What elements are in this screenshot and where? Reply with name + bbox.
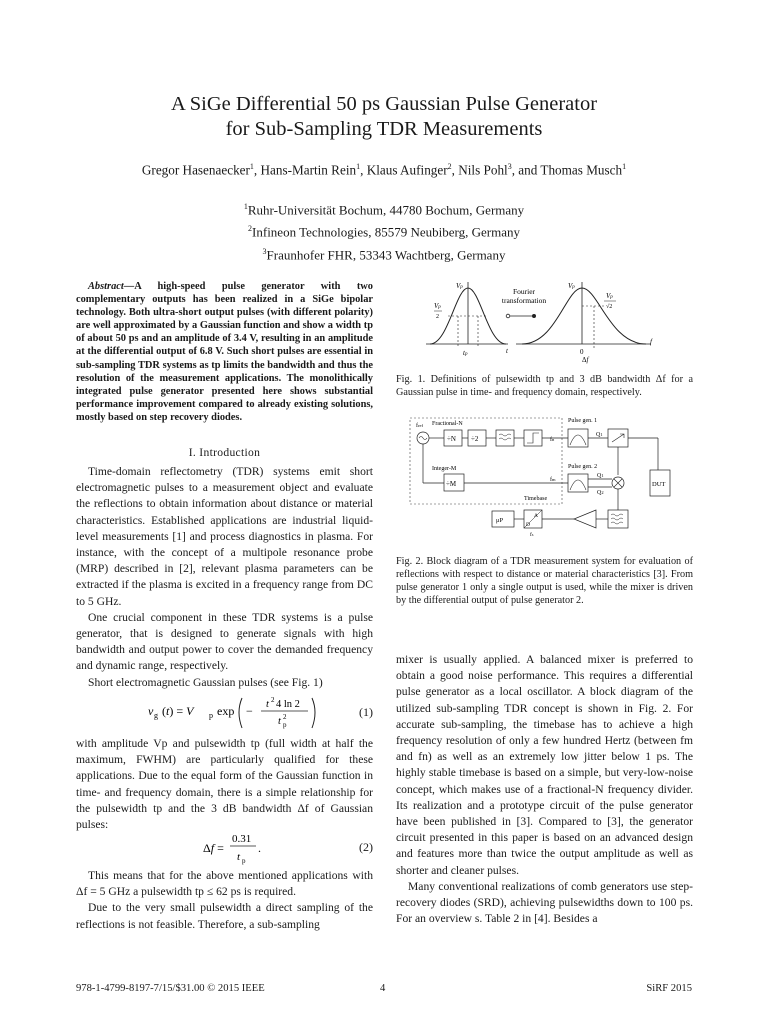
author-separator: , and [511, 162, 541, 178]
right-text-block [396, 652, 693, 927]
equation-1-graphic [76, 690, 373, 734]
author-affiliation-marker: 1 [249, 162, 254, 171]
svg-text:Vp: Vp [456, 282, 463, 290]
figure-1-graphic [396, 278, 693, 366]
svg-text:2: 2 [436, 314, 439, 320]
title-line-2: for Sub-Sampling TDR Measurements [225, 118, 543, 140]
author-separator: , [360, 162, 367, 178]
svg-text:fref: fref [416, 423, 423, 429]
affiliation-text: Fraunhofer FHR, 53343 Wachtberg, Germany [266, 246, 506, 262]
figure-2-graphic [396, 410, 693, 545]
svg-text:t: t [237, 851, 241, 863]
svg-text:D: D [526, 522, 530, 528]
svg-text:p: p [209, 711, 213, 720]
label-div-2: ÷2 [471, 435, 479, 443]
svg-text:fm: fm [550, 477, 556, 483]
svg-text:2: 2 [271, 696, 275, 704]
footer-left: 978-1-4799-8197-7/15/$31.00 © 2015 IEEE [76, 983, 265, 994]
svg-text:fn: fn [550, 437, 555, 443]
label-pulse-gen-1: Pulse gen. 1 [568, 418, 598, 424]
title-line-1: A SiGe Differential 50 ps Gaussian Pulse Generator [170, 93, 598, 115]
author-name: Klaus Aufinger [366, 162, 448, 178]
paper-title [0, 92, 768, 142]
fourier-label-2: transformation [501, 296, 547, 305]
figure-1 [396, 278, 693, 366]
svg-text:2: 2 [283, 713, 287, 721]
svg-text:Vp: Vp [606, 292, 613, 300]
footer-right: SiRF 2015 [646, 983, 692, 994]
intro-text-block-3 [76, 868, 373, 933]
author-separator: , [253, 162, 261, 178]
equation-2-number: (2) [359, 840, 373, 854]
fourier-label-1: Fourier [512, 287, 536, 296]
author-name: Thomas Musch [540, 162, 623, 178]
svg-text:fs: fs [530, 532, 534, 538]
svg-text:t: t [266, 699, 269, 710]
label-pulse-gen-2: Pulse gen. 2 [568, 464, 598, 470]
svg-text:√2: √2 [606, 304, 613, 310]
affiliation-list [0, 197, 768, 264]
svg-text:−: − [246, 704, 253, 718]
paragraph: Time-domain reflectometry (TDR) systems emit short electromagnetic pulses to a measurement object and evaluate the reflections to obtain information about distance or material characteristics. Established applications are industrial liquid-level measurements [1] and process diagnostics in plasma. For instance, with the concept of a multipole resonance probe (MRP) described in [2], relevant plasma parameters can be extracted if the plasma is excited in a frequency range from DC to 5 GHz. [76, 465, 373, 608]
svg-text:Q1: Q1 [597, 473, 604, 479]
label-div-n: ÷N [447, 435, 456, 443]
svg-text:p: p [242, 857, 246, 865]
svg-text:Vp: Vp [568, 282, 575, 290]
label-dut: DUT [652, 481, 666, 488]
author-affiliation-marker: 1 [622, 162, 627, 171]
abstract-label: Abstract [88, 281, 124, 292]
affiliation [0, 219, 768, 241]
svg-text:f: f [650, 338, 652, 346]
abstract [76, 280, 373, 424]
svg-text:Δf: Δf [582, 356, 589, 364]
author-affiliation-marker: 1 [356, 162, 361, 171]
affiliation-number: 3 [262, 246, 267, 256]
author-affiliation-marker: 2 [447, 162, 452, 171]
svg-text:t: t [278, 716, 281, 727]
paragraph: Many conventional realizations of comb generators use step-recovery diodes (SRD), achieving pulsewidths down to 100 ps. For an overview s. Table 2 in [4]. Besides a [396, 879, 693, 926]
figure-1-caption: Fig. 1. Definitions of pulsewidth tp and 3 dB bandwidth Δf for a Gaussian pulse in time- and frequency domain, respectively. [396, 374, 693, 398]
author-separator: , [451, 162, 459, 178]
paragraph: with amplitude Vp and pulsewidth tp (full width at half the maximum, FWHM) are particularly qualified for these applications. Due to the equal form of the Gaussian function in time- and frequency domain, there is a simple relationship for the pulsewidth tp and the 3 dB bandwidth Δf of Gaussian pulses: [76, 737, 373, 832]
label-fractional-n: Fractional-N [432, 421, 463, 427]
author-name: Nils Pohl [458, 162, 508, 178]
author-name: Gregor Hasenaecker [141, 162, 250, 178]
footer-page-number: 4 [380, 983, 386, 994]
svg-text:tp: tp [463, 349, 468, 357]
intro-text-block-2 [76, 736, 373, 833]
paragraph: This means that for the above mentioned applications with Δf = 5 GHz a pulsewidth tp ≤ 62 ps is required. [76, 869, 373, 899]
label-integer-m: Integer-M [432, 466, 457, 472]
affiliation [0, 242, 768, 264]
equation-2-graphic [76, 828, 373, 868]
affiliation-text: Infineon Technologies, 85579 Neubiberg, Germany [252, 224, 520, 240]
figure-2-caption: Fig. 2. Block diagram of a TDR measurement system for evaluation of reflections with respect to distance or material characteristics [3]. From pulse generator 1 only a single output is used, while the mixer is driven by the differential output of pulse generator 2. [396, 556, 693, 606]
paragraph: mixer is usually applied. A balanced mixer is preferred to obtain a good noise performance. This requires a differential pulse generator as a local oscillator. A block diagram of the utilized sub-sampling TDR concept is shown in Fig. 2. For accurate sub-sampling, the timebase has to achieve a high frequency resolution of only a few hundred Hertz (between fm and fn) as well as an extremely low jitter below 1 ps. The highly stable timebase is based on a simple, but very-low-noise concept, which makes use of a fractional-N frequency divider. Its realization and a prototype circuit of the pulse generator have been published in [3]. Compared to [3], the generator circuit presented in this paper is based on an advanced design and features more than twice the output amplitude as well as shorter and cleaner pulses. [396, 653, 693, 877]
author-list [0, 162, 768, 178]
svg-text:exp: exp [217, 704, 235, 718]
svg-text:A: A [534, 513, 538, 519]
svg-text:0: 0 [580, 348, 584, 356]
svg-text:v: v [148, 704, 154, 718]
paragraph: Short electromagnetic Gaussian pulses (see Fig. 1) [88, 675, 323, 689]
author-affiliation-marker: 3 [507, 162, 512, 171]
author-name: Hans-Martin Rein [260, 162, 357, 178]
equation-1-number: (1) [359, 705, 373, 719]
affiliation [0, 197, 768, 219]
svg-text:0.31: 0.31 [232, 833, 252, 845]
affiliation-text: Ruhr-Universität Bochum, 44780 Bochum, Germany [247, 202, 525, 218]
paragraph: One crucial component in these TDR systems is a pulse generator, that is designed to generate signals with high bandwidth and output power to cover the demanded frequency and dynamic range, respectively. [76, 610, 373, 673]
affiliation-number: 2 [248, 224, 253, 234]
abstract-text: —A high-speed pulse generator with two complementary outputs has been realized in a SiGe bipolar technology. Both ultra-short output pulses (with different polarity) are well approximated by a Gaussian function and show a width tp of about 50 ps and an amplitude of 3.4 V, resulting in an amplitude at the differential output of 6.8 V. Such short pulses are essential in sub-sampling TDR systems as tp limits the bandwidth and thus the resolution of the measurement applications. The monolithically integrated pulse generator presented here shows substantial performance improvement compared to already existing solutions, mostly based on step recovery diodes. [76, 281, 373, 423]
svg-text:g: g [154, 711, 158, 720]
label-timebase: Timebase [524, 496, 548, 502]
intro-text-block-1 [76, 464, 373, 691]
svg-text:4 ln 2: 4 ln 2 [276, 699, 300, 710]
section-heading: I. Introduction [188, 446, 261, 459]
svg-text:.: . [258, 841, 261, 855]
svg-text:t: t [506, 347, 508, 355]
label-div-m: ÷M [446, 480, 457, 488]
figure-2 [396, 410, 693, 545]
svg-text:Q2: Q2 [597, 490, 604, 496]
svg-text:p: p [283, 721, 287, 729]
paragraph: Due to the very small pulsewidth a direct sampling of the reflections is not feasible. Therefore, a sub-sampling [76, 901, 373, 931]
svg-text:Vp: Vp [434, 302, 441, 310]
equation-1 [76, 690, 373, 734]
svg-text:(t) = V: (t) = V [162, 704, 194, 718]
svg-text:Δf =: Δf = [203, 841, 224, 855]
label-mu-p: μP [496, 517, 504, 524]
svg-text:Q1: Q1 [596, 432, 603, 438]
affiliation-number: 1 [243, 202, 248, 211]
equation-2 [76, 828, 373, 868]
